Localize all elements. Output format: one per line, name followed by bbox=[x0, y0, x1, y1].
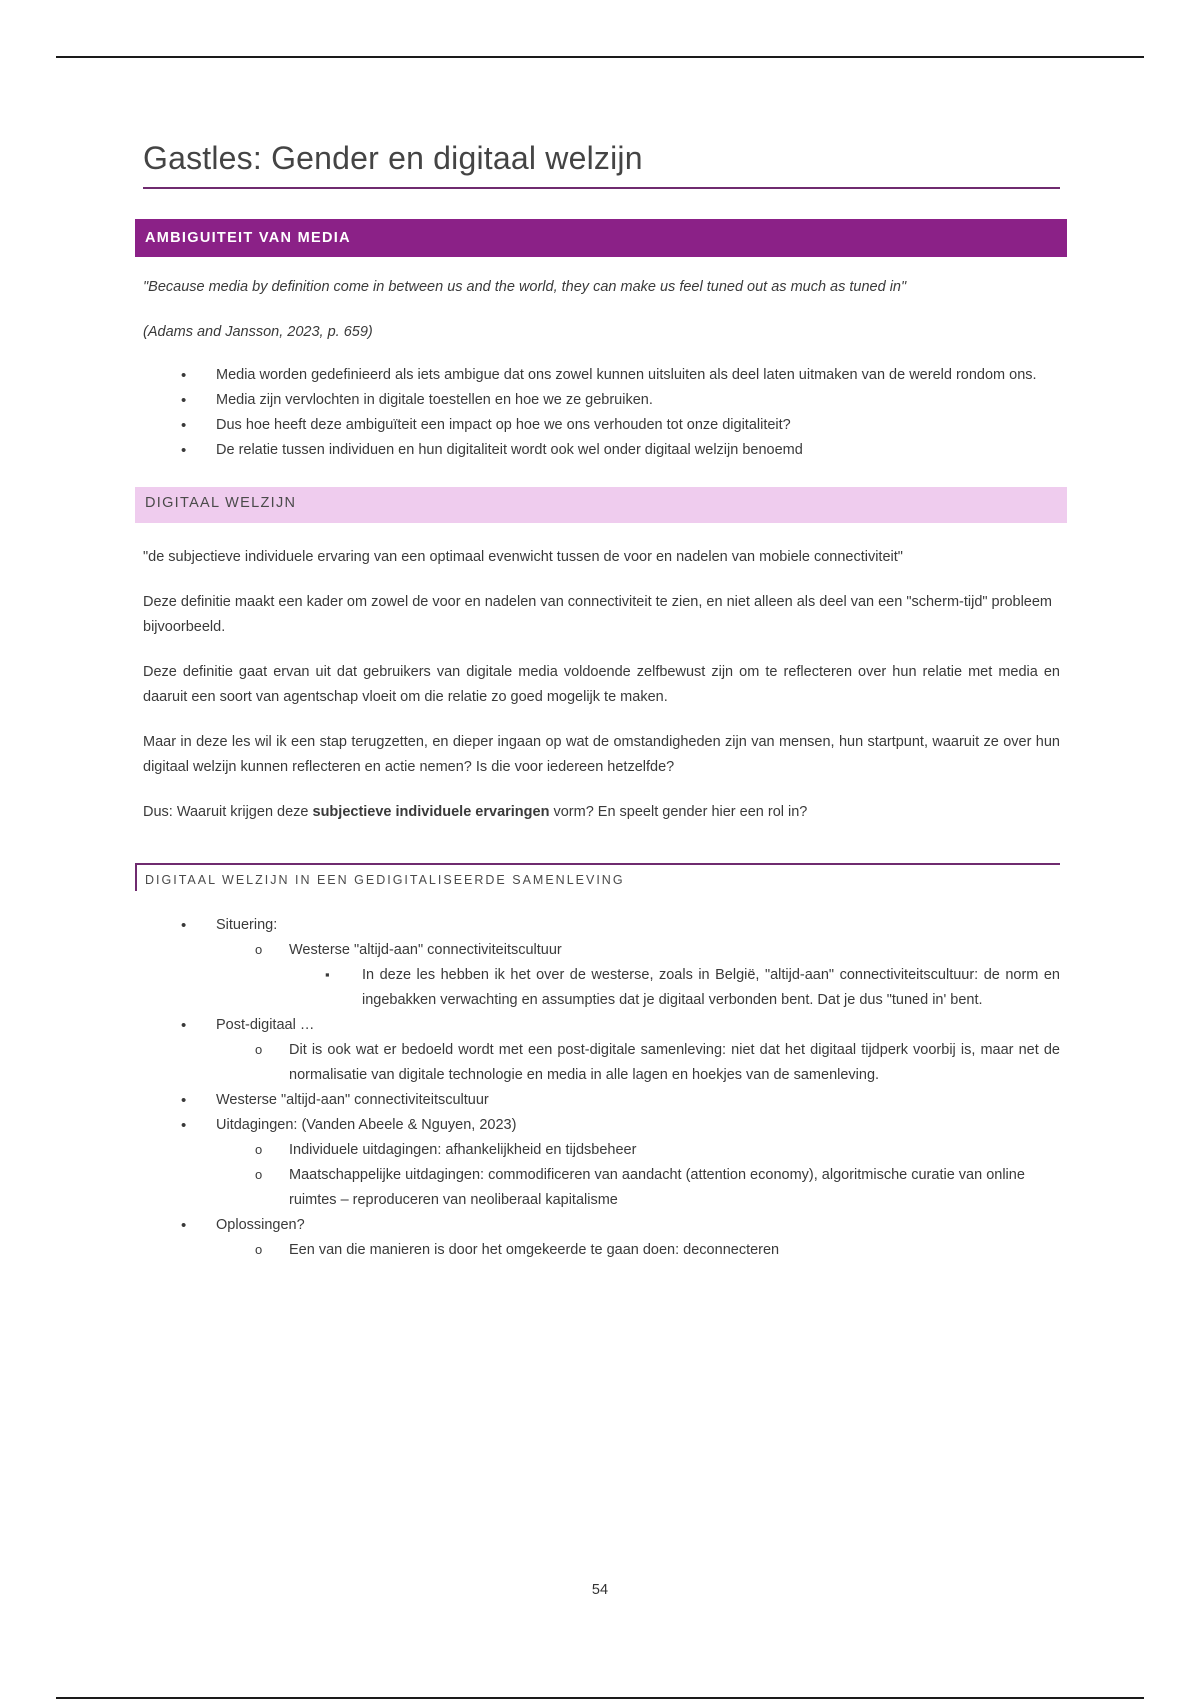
list-item: • Dus hoe heeft deze ambiguïteit een impact op hoe we ons verhouden tot onze digitaliteit? bbox=[143, 413, 1060, 438]
citation: (Adams and Jansson, 2023, p. 659) bbox=[143, 324, 373, 340]
list-item bbox=[143, 1213, 1060, 1263]
question-text: Dus: Waaruit krijgen deze bbox=[143, 804, 313, 820]
sub-list-item: o Individuele uitdagingen: afhankelijkheid en tijdsbeheer bbox=[216, 1138, 1060, 1163]
list-item-label: Oplossingen? bbox=[216, 1217, 305, 1233]
list-item-label: Uitdagingen: (Vanden Abeele & Nguyen, 2023) bbox=[216, 1117, 517, 1133]
sub-list-item: o Een van die manieren is door het omgekeerde te gaan doen: deconnecteren bbox=[216, 1238, 1060, 1263]
sub-list bbox=[216, 1238, 1060, 1263]
document-page bbox=[143, 140, 1060, 1263]
sub-sub-list-item: ▪ In deze les hebben ik het over de westerse, zoals in België, "altijd-aan" connectiviteitscultuur: de norm en ingebakken verwachting en assumpties dat je digitaal verbonden bent. Dat je dus "tuned in' bent. bbox=[289, 963, 1060, 1013]
definition-quote: "de subjectieve individuele ervaring van een optimaal evenwicht tussen de voor en nadelen van mobiele connectiviteit" bbox=[143, 549, 903, 565]
list-item: • Media worden gedefinieerd als iets ambigue dat ons zowel kunnen uitsluiten als deel laten uitmaken van de wereld rondom ons. bbox=[143, 363, 1060, 388]
emphasis-text: subjectieve individuele ervaringen bbox=[312, 804, 550, 820]
paragraph-question bbox=[143, 800, 1060, 825]
section-heading-digitaal-welzijn: DIGITAAL WELZIJN bbox=[135, 487, 1067, 523]
list-item-label: Situering: bbox=[216, 917, 278, 933]
sub-list-item: o Dit is ook wat er bedoeld wordt met een post-digitale samenleving: niet dat het digitaal tijdperk voorbij is, maar net de normalisatie van digitale technologie en media in alle lagen en hoekjes van de samenleving. bbox=[216, 1038, 1060, 1088]
sub-list bbox=[216, 1038, 1060, 1088]
list-item bbox=[143, 1013, 1060, 1088]
paragraph: Maar in deze les wil ik een stap terugzetten, en dieper ingaan op wat de omstandigheden zijn van mensen, hun startpunt, waaruit ze over hun digitaal welzijn kunnen reflecteren en actie nemen? Is die voor iedereen hetzelfde? bbox=[143, 734, 1060, 775]
list-item bbox=[143, 913, 1060, 1013]
question-text-end: vorm? En speelt gender hier een rol in? bbox=[549, 804, 808, 820]
bullet-list-samenleving bbox=[143, 913, 1060, 1263]
list-item: • Westerse "altijd-aan" connectiviteitscultuur bbox=[143, 1088, 1060, 1113]
quote: "Because media by definition come in between us and the world, they can make us feel tuned out as much as tuned in" bbox=[143, 279, 907, 295]
section-heading-gedigitaliseerde-samenleving: DIGITAAL WELZIJN IN EEN GEDIGITALISEERDE SAMENLEVING bbox=[135, 863, 1060, 891]
list-item-label: Post-digitaal … bbox=[216, 1017, 315, 1033]
list-item: • De relatie tussen individuen en hun digitaliteit wordt ook wel onder digitaal welzijn benoemd bbox=[143, 438, 1060, 463]
sub-list bbox=[216, 1138, 1060, 1213]
sub-sub-list bbox=[289, 963, 1060, 1013]
sub-list-item-label: Westerse "altijd-aan" connectiviteitscultuur bbox=[289, 942, 562, 958]
sub-list-item bbox=[216, 938, 1060, 1013]
paragraph: Deze definitie maakt een kader om zowel de voor en nadelen van connectiviteit te zien, en niet alleen als deel van een "scherm-tijd" probleem bijvoorbeeld. bbox=[143, 594, 1053, 635]
sub-list-item: o Maatschappelijke uitdagingen: commodificeren van aandacht (attention economy), algoritmische curatie van online ruimtes – reproduceren van neoliberaal kapitalisme bbox=[216, 1163, 1060, 1213]
section-heading-ambiguiteit: AMBIGUITEIT VAN MEDIA bbox=[135, 219, 1067, 257]
footer-rule bbox=[56, 1697, 1144, 1699]
paragraph: Deze definitie gaat ervan uit dat gebruikers van digitale media voldoende zelfbewust zijn om te reflecteren over hun relatie met media en daaruit een soort van agentschap vloeit om die relatie zo goed mogelijk te maken. bbox=[143, 664, 1060, 705]
page-title: Gastles: Gender en digitaal welzijn bbox=[143, 140, 1060, 189]
list-item bbox=[143, 1113, 1060, 1213]
list-item: • Media zijn vervlochten in digitale toestellen en hoe we ze gebruiken. bbox=[143, 388, 1060, 413]
header-rule bbox=[56, 56, 1144, 58]
page-number: 54 bbox=[591, 1582, 609, 1598]
bullet-list-ambiguiteit bbox=[143, 363, 1060, 463]
sub-list bbox=[216, 938, 1060, 1013]
